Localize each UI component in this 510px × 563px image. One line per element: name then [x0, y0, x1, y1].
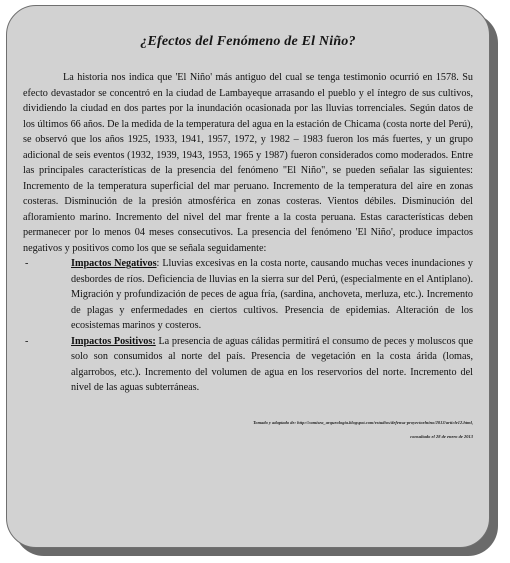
list-item-negative-impacts — [23, 256, 473, 334]
intro-paragraph: La historia nos indica que 'El Niño' más antiguo del cual se tenga testimonio ocurrió en 1578. Su efecto devastador se concentró en la ciudad de Lambayeque arrasando el pueblo y el íntegro de sus cultivos, dividiendo la ciudad en dos partes por la inundación ocasionada por las lluvias torrenciales. Según datos de los últimos 66 años. De la medida de la temperatura del agua en la estación de Chicama (costa norte del Perú), se observó que los años 1925, 1933, 1941, 1957, 1972, y 1982 – 1983 fueron los más fuertes, y un grupo adicional de seis eventos (1932, 1939, 1943, 1953, 1965 y 1987) fueron considerados como moderados. Entre las principales características de la presencia del fenómeno "El Niño", se pueden señalar las siguientes: Incremento de la temperatura superficial del mar peruano. Incremento de la temperatura del aire en zonas costeras. Disminución de la presión atmosférica en zonas costeras. Vientos débiles. Disminución del afloramiento marino. Incremento del nivel del mar frente a la costa peruana. Estas características deben permanecer por lo menos 04 meses consecutivos. La presencia del fenómeno 'El Niño', produce impactos negativos y positivos como los que se señala seguidamente: — [23, 72, 473, 254]
impact-list — [23, 256, 473, 396]
source-line-2: consultado el 28 de enero de 2013 — [410, 433, 473, 439]
negative-impacts-separator: : — [156, 258, 163, 269]
source-line-1: Tomado y adaptado de: http://camisea_arqueologia.blogspot.com/estudios/defensa-proyectoelnino/2013/article12.html, — [253, 419, 473, 425]
list-item-positive-impacts — [23, 334, 473, 396]
negative-impacts-text: Lluvias excesivas en la costa norte, causando muchas veces inundaciones y desbordes de ríos. Deficiencia de lluvias en la sierra sur del Perú, (especialmente en el Antiplano). Migración y profundización de peces de agua fría, (sardina, anchoveta, merluza, etc.). Incremento de plagas y enfermedades en ciertos cultivos. Presencia de epidemias. Alteración de los ecosistemas marinos y costeros. — [71, 258, 473, 331]
list-dash: - — [25, 258, 29, 269]
info-card — [6, 5, 490, 548]
positive-impacts-text: La presencia de aguas cálidas permitirá el consumo de peces y moluscos que solo son consumidos al norte del país. Presencia de vegetación en la costa árida (lomas, algarrobos, etc.). Incremento del volumen de agua en los reservorios del norte. Incremento del nivel de las aguas subterráneas. — [71, 335, 473, 393]
source-citation — [23, 416, 473, 444]
positive-impacts-heading: Impactos Positivos: — [71, 335, 156, 347]
card-title: ¿Efectos del Fenómeno de El Niño? — [140, 34, 356, 49]
list-dash: - — [25, 335, 29, 347]
negative-impacts-heading: Impactos Negativos — [71, 258, 157, 269]
